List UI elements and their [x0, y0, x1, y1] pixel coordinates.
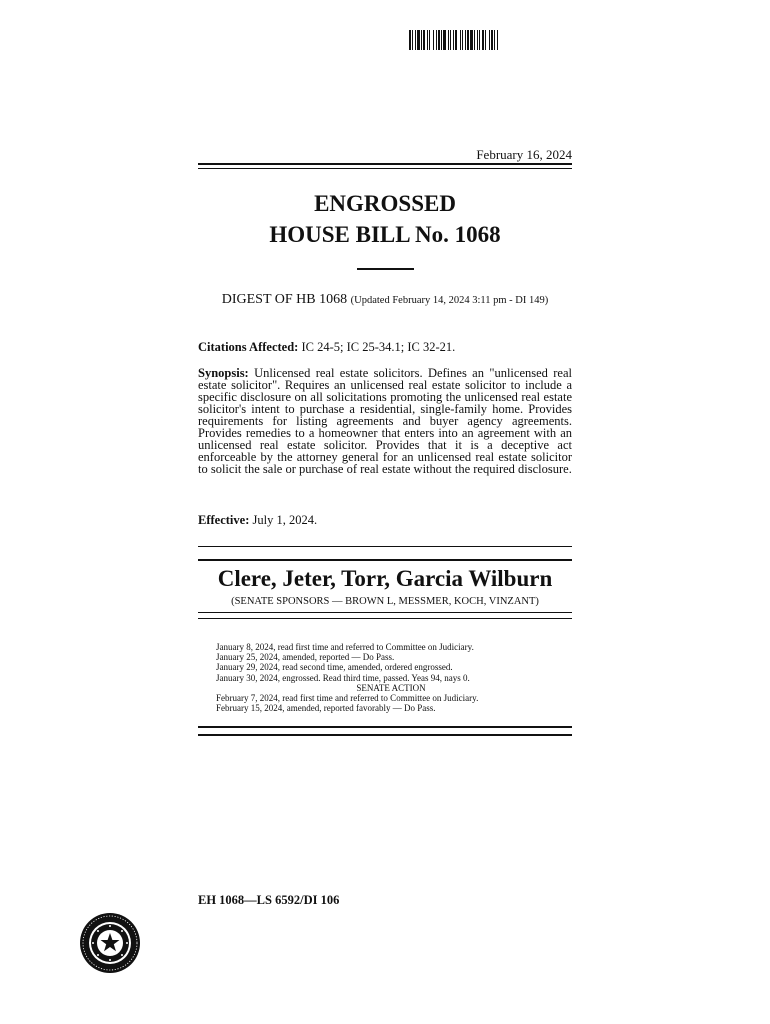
synopsis-label: Synopsis:: [198, 366, 249, 380]
synopsis: [198, 367, 572, 475]
header-rule-thin: [198, 168, 572, 169]
authors-rule-bottom-1: [198, 612, 572, 613]
authors-rule-top-2: [198, 559, 572, 561]
bill-footer-id: EH 1068—LS 6592/DI 106: [198, 893, 340, 907]
citations-label: Citations Affected:: [198, 340, 299, 354]
house-action: January 30, 2024, engrossed. Read third time, passed. Yeas 94, nays 0.: [216, 672, 470, 683]
barcode-icon: [409, 30, 589, 50]
digest-heading: [198, 292, 572, 308]
title-separator: [357, 268, 414, 270]
authors-rule-top-1: [198, 546, 572, 547]
legislative-history: [216, 642, 566, 713]
title-line-1: ENGROSSED: [314, 191, 456, 216]
bill-title: [198, 188, 572, 250]
house-action: January 29, 2024, read second time, amended, ordered engrossed.: [216, 662, 453, 673]
effective-text: July 1, 2024.: [252, 513, 318, 527]
header-rule-thick: [198, 163, 572, 165]
digest-updated: (Updated February 14, 2024 3:11 pm - DI 149): [350, 295, 549, 306]
senate-action: February 7, 2024, read first time and referred to Committee on Judiciary.: [216, 693, 479, 704]
senate-action: February 15, 2024, amended, reported favorably — Do Pass.: [216, 703, 436, 714]
house-action: January 25, 2024, amended, reported — Do Pass.: [216, 652, 395, 663]
bill-date: February 16, 2024: [476, 147, 572, 162]
synopsis-text: Unlicensed real estate solicitors. Defines an "unlicensed real estate solicitor". Requires an unlicensed real estate solicitor to include a specific disclosure on all solicitations promoting the unlicensed real estate solicitor's intent to purchase a residential, single-family home. Provides requirements for listing agreements and buyer agency agreements. Provides remedies to a homeowner that enters into an agreement with an unlicensed real estate solicitor. Provides that it is a deceptive act enforceable by the attorney general for an unlicensed real estate solicitor to solicit the sale or purchase of real estate without the required disclosure.: [198, 366, 573, 476]
senate-action-heading: SENATE ACTION: [356, 682, 426, 693]
citations-text: IC 24-5; IC 25-34.1; IC 32-21.: [301, 340, 456, 354]
actions-rule-2: [198, 734, 572, 736]
digest-label: DIGEST OF HB 1068: [221, 292, 348, 307]
state-seal-icon: [79, 912, 141, 974]
effective-date: [198, 514, 572, 526]
title-line-2: HOUSE BILL No. 1068: [269, 222, 501, 247]
senate-sponsors: (SENATE SPONSORS — BROWN L, MESSMER, KOCH, VINZANT): [231, 596, 539, 607]
house-action: January 8, 2024, read first time and referred to Committee on Judiciary.: [216, 642, 474, 652]
bill-authors: Clere, Jeter, Torr, Garcia Wilburn: [217, 566, 553, 591]
effective-label: Effective:: [198, 513, 250, 527]
citations-affected: [198, 341, 572, 353]
authors-rule-bottom-2: [198, 618, 572, 619]
actions-rule-1: [198, 726, 572, 728]
